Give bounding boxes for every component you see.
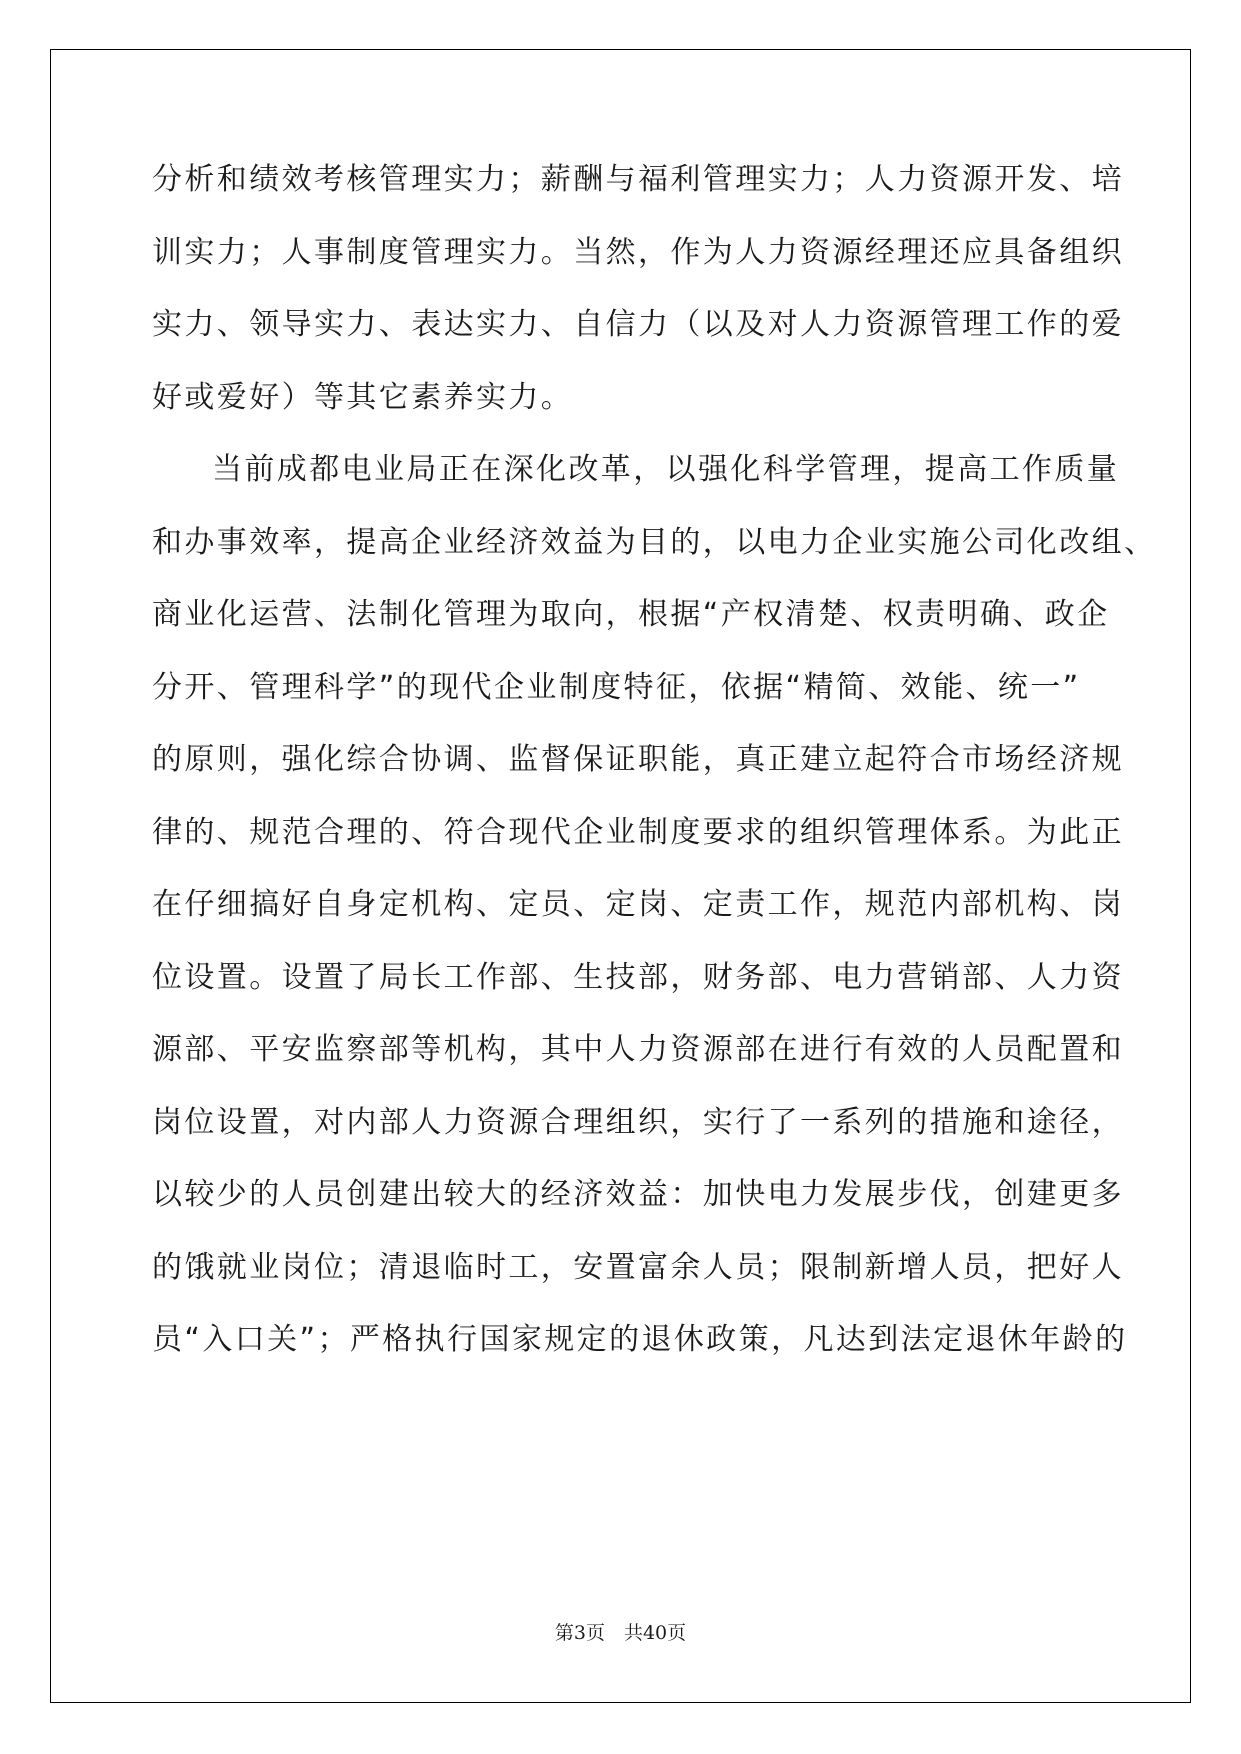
text-line: 分析和绩效考核管理实力；薪酬与福利管理实力；人力资源开发、培	[152, 162, 1124, 197]
text-line: 分开、管理科学”的现代企业制度特征，依据“精简、效能、统一”	[152, 669, 1081, 705]
text-line: 和办事效率，提高企业经济效益为目的，以电力企业实施公司化改组、	[152, 524, 1157, 560]
text-line: 律的、规范合理的、符合现代企业制度要求的组织管理体系。为此正	[152, 814, 1124, 850]
text-line: 训实力；人事制度管理实力。当然，作为人力资源经理还应具备组织	[152, 234, 1124, 270]
text-line: 当前成都电业局正在深化改革，以强化科学管理，提高工作质量	[212, 452, 1120, 487]
text-line: 源部、平安监察部等机构，其中人力资源部在进行有效的人员配置和	[152, 1032, 1124, 1067]
text-line: 商业化运营、法制化管理为取向，根据“产权清楚、权责明确、政企	[152, 597, 1110, 632]
text-line: 的原则，强化综合协调、监督保证职能，真正建立起符合市场经济规	[152, 742, 1124, 777]
page-number: 第3页 共40页	[554, 1622, 687, 1644]
text-line: 的饿就业岗位；清退临时工，安置富余人员；限制新增人员，把好人	[152, 1249, 1124, 1285]
page-border	[50, 49, 1191, 1703]
text-line: 以较少的人员创建出较大的经济效益：加快电力发展步伐，创建更多	[152, 1177, 1124, 1212]
text-line: 员“入口关”；严格执行国家规定的退休政策，凡达到法定退休年龄的	[152, 1322, 1128, 1357]
text-line: 岗位设置，对内部人力资源合理组织，实行了一系列的措施和途径，	[152, 1104, 1124, 1140]
text-line: 好或爱好）等其它素养实力。	[152, 379, 574, 415]
text-line: 位设置。设置了局长工作部、生技部，财务部、电力营销部、人力资	[152, 959, 1124, 995]
text-line: 实力、领导实力、表达实力、自信力（以及对人力资源管理工作的爱	[152, 307, 1124, 342]
text-line: 在仔细搞好自身定机构、定员、定岗、定责工作，规范内部机构、岗	[152, 887, 1124, 922]
